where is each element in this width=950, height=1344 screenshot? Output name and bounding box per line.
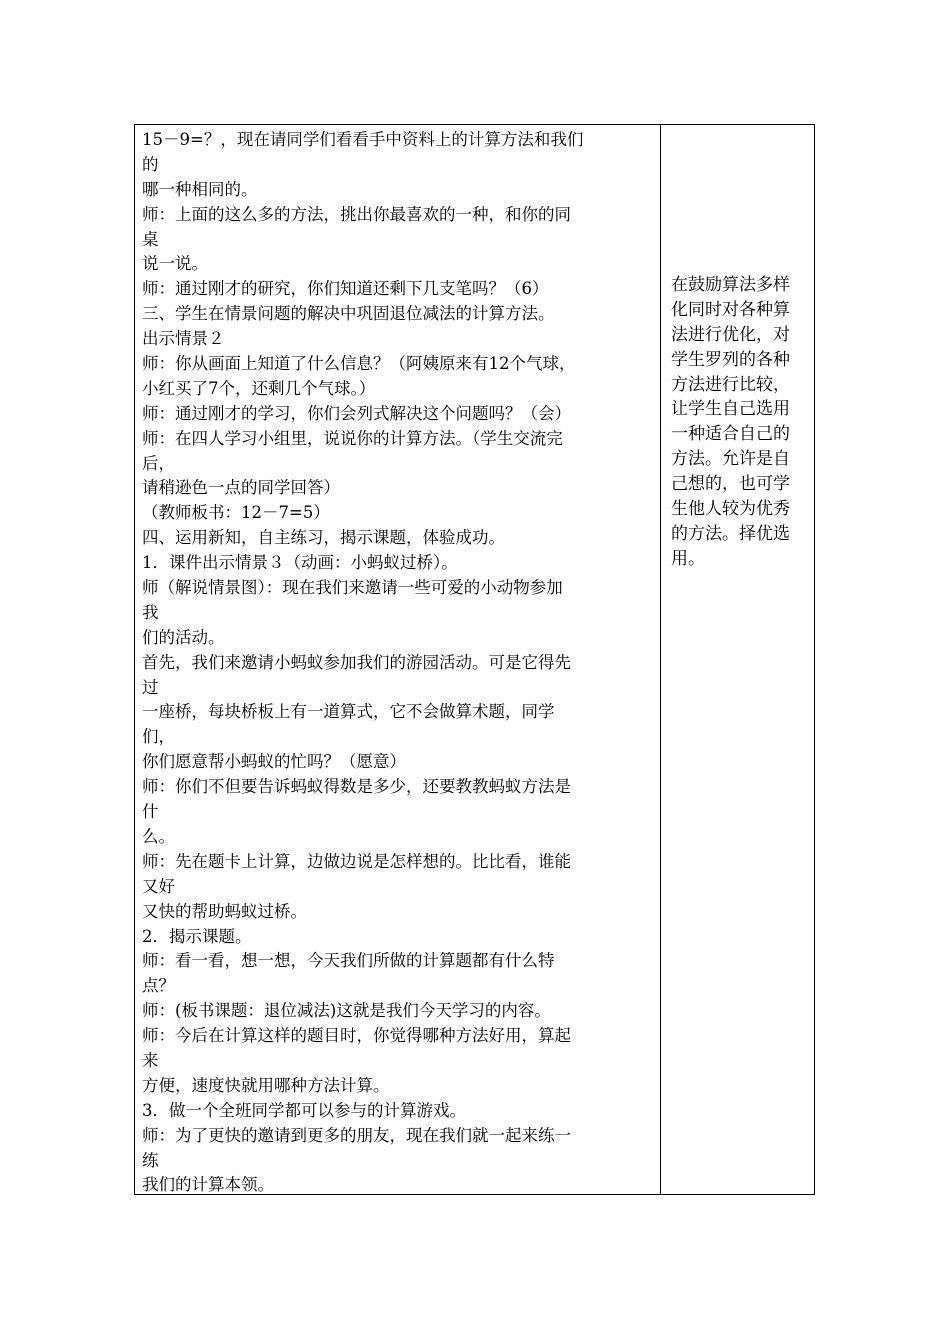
lesson-text-line: 首先，我们来邀请小蚂蚁参加我们的游园活动。可是它得先 [142,652,571,672]
lesson-text-line: 三、学生在情景问题的解决中巩固退位减法的计算方法。 [142,304,555,324]
column-divider [660,125,661,1194]
lesson-text-line: 我们的计算本领。 [142,1175,274,1195]
lesson-text-line: 来 [142,1050,159,1070]
note-text-line: 法进行优化，对 [671,324,790,345]
lesson-text-line: 过 [142,677,159,697]
lesson-text-line: 们， [142,727,175,747]
lesson-text-line: 师：上面的这么多的方法，挑出你最喜欢的一种，和你的同 [142,204,571,224]
note-text-line: 化同时对各种算 [671,299,790,320]
lesson-text-line: 你们愿意帮小蚂蚁的忙吗？（愿意） [142,752,406,772]
lesson-text-line: 师：(板书课题：退位减法)这就是我们今天学习的内容。 [142,1001,551,1021]
lesson-text-line: 说一说。 [142,254,208,274]
lesson-text-line: 们的活动。 [142,627,225,647]
design-notes-cell [671,273,811,572]
lesson-text-line: 哪一种相同的。 [142,179,258,199]
lesson-text-line: 四、运用新知，自主练习，揭示课题，体验成功。 [142,528,505,548]
lesson-content-cell [142,128,657,1198]
lesson-text-line: 师：为了更快的邀请到更多的朋友，现在我们就一起来练一 [142,1125,571,1145]
lesson-text-line: 我 [142,602,159,622]
note-text-line: 让学生自己选用 [671,399,790,420]
lesson-text-line: 桌 [142,229,159,249]
lesson-text-line: 又好 [142,876,175,896]
lesson-text-line: 师（解说情景图）：现在我们来邀请一些可爱的小动物参加 [142,578,563,598]
note-text-line: 在鼓励算法多样 [671,275,790,295]
lesson-text-line: 师：看一看，想一想，今天我们所做的计算题都有什么特 [142,951,555,971]
lesson-text-line: 15－9=？，现在请同学们看看手中资料上的计算方法和我们 [142,130,584,149]
lesson-text-line: （教师板书：12－7=5） [142,503,330,523]
lesson-text-line: 3．做一个全班同学都可以参与的计算游戏。 [142,1100,466,1120]
lesson-text-line: 什 [142,802,159,822]
lesson-text-line: 1．课件出示情景３（动画：小蚂蚁过桥）。 [142,553,458,573]
note-text-line: 的方法。择优选 [671,523,790,544]
lesson-text-line: 师：你们不但要告诉蚂蚁得数是多少，还要教教蚂蚁方法是 [142,777,571,797]
lesson-text-line: 师：在四人学习小组里，说说你的计算方法。（学生交流完 [142,428,563,448]
lesson-text-line: 出示情景２ [142,329,225,349]
lesson-text-line: 点？ [142,976,175,996]
note-text-line: 用。 [671,548,705,569]
lesson-text-line: 方便，速度快就用哪种方法计算。 [142,1075,390,1095]
lesson-text-line: 师：先在题卡上计算，边做边说是怎样想的。比比看，谁能 [142,851,571,871]
note-text-line: 学生罗列的各种 [671,349,790,370]
note-text-line: 生他人较为优秀 [671,499,790,520]
lesson-text-line: 又快的帮助蚂蚁过桥。 [142,901,307,921]
note-text-line: 方法进行比较， [671,374,790,395]
lesson-text-line: 师：通过刚才的学习，你们会列式解决这个问题吗？（会） [142,403,571,423]
note-text-line: 一种适合自己的 [671,424,790,445]
lesson-text-line: 后， [142,453,175,473]
lesson-text-line: 小红买了7个，还剩几个气球。） [142,378,376,398]
lesson-text-line: 师：今后在计算这样的题目时，你觉得哪种方法好用，算起 [142,1026,571,1046]
lesson-table [134,124,815,1195]
note-text-line: 方法。允许是自 [671,449,790,470]
lesson-text-line: 请稍逊色一点的同学回答） [142,478,340,498]
lesson-text-line: 2．揭示课题。 [142,926,252,946]
lesson-text-line: 练 [142,1150,159,1170]
lesson-text-line: 师：你从画面上知道了什么信息？（阿姨原来有12个气球， [142,354,576,374]
lesson-text-line: 么。 [142,826,175,846]
lesson-text-line: 一座桥，每块桥板上有一道算式，它不会做算术题，同学 [142,702,555,722]
lesson-text-line: 师：通过刚才的研究，你们知道还剩下几支笔吗？（6） [142,279,549,299]
lesson-text-line: 的 [142,154,159,174]
note-text-line: 己想的，也可学 [671,474,790,495]
